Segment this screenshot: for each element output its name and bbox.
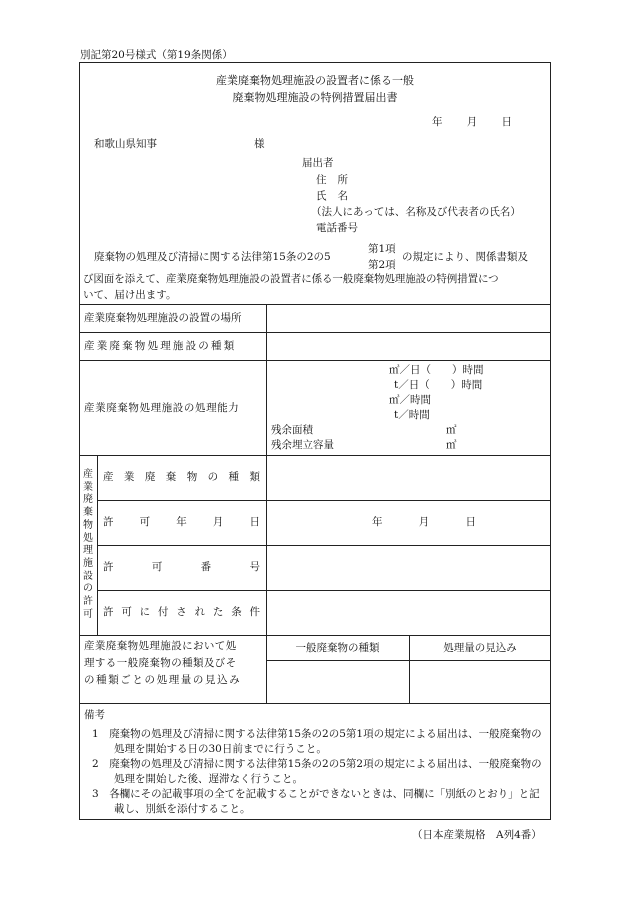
date-year: 年 <box>432 116 443 128</box>
general-waste-label-line3: の種類ごとの処理量の見込み <box>84 674 242 686</box>
row-label-waste-type: 産 業 廃 棄 物 の 種 類 <box>103 471 260 483</box>
column-header-processing-amount: 処理量の見込み <box>443 642 517 654</box>
row-label-permit-date: 許 可 年 月 日 <box>103 516 260 528</box>
remark-item: 2 廃棄物の処理及び清掃に関する法律第15条の2の5第2項の規定による届出は、一般廃棄物の処理を開始した後、遅滞なく行うこと。 <box>92 758 542 785</box>
remaining-volume-label: 残余埋立容量 <box>271 439 334 451</box>
applicant-heading: 届出者 <box>302 157 334 169</box>
general-waste-label-line2: 理する一般廃棄物の種類及びそ <box>84 657 237 669</box>
table-rule <box>79 455 551 456</box>
paper-size-note: （日本産業規格 A列4番） <box>412 829 542 841</box>
applicant-address-label: 住 所 <box>316 174 348 186</box>
remarks-list <box>92 727 544 817</box>
preamble-clause-2: 第2項 <box>368 259 396 271</box>
date-day: 日 <box>501 116 512 128</box>
form-title-line2: 廃棄物処理施設の特例措置届出書 <box>232 91 398 104</box>
preamble-clause-1: 第1項 <box>368 243 396 255</box>
form-title-line1: 産業廃棄物処理施設の設置者に係る一般 <box>216 74 414 87</box>
date-month: 月 <box>466 116 478 128</box>
preamble-line-2: び図面を添えて、産業廃棄物処理施設の設置者に係る一般廃棄物処理施設の特例措置につ <box>83 273 499 285</box>
remark-item: 3 各欄にその記載事項の全てを記載することができないときは、同欄に「別紙のとおり」と記載し、別紙を添付すること。 <box>92 788 540 815</box>
remaining-area-label: 残余面積 <box>271 424 313 436</box>
table-rule <box>97 590 551 591</box>
table-rule <box>79 332 551 333</box>
addressee-governor: 和歌山県知事 <box>94 138 157 150</box>
row-label-capacity: 産業廃棄物処理施設の処理能力 <box>84 402 240 414</box>
preamble-line-3: いて、届け出ます。 <box>83 289 177 301</box>
row-label-facility-type: 産業廃棄物処理施設の種類 <box>84 340 237 352</box>
table-rule <box>97 500 551 501</box>
table-rule <box>79 703 551 704</box>
remark-item: 1 廃棄物の処理及び清掃に関する法律第15条の2の5第1項の規定による届出は、一般廃棄物の処理を開始する日の30日前までに行うこと。 <box>92 728 542 755</box>
capacity-unit-t-per-day: t／日（ ）時間 <box>394 379 483 391</box>
form-number-label: 別記第20号様式（第19条関係） <box>80 49 233 61</box>
submission-date <box>432 117 512 128</box>
preamble-text-before: 廃棄物の処理及び清掃に関する法律第15条の2の5 <box>94 251 331 263</box>
capacity-unit-m3-per-hour: ㎥／時間 <box>389 394 431 406</box>
remaining-area-unit: ㎡ <box>446 424 457 436</box>
table-rule <box>79 360 551 361</box>
table-rule <box>79 635 551 636</box>
capacity-unit-m3-per-day: ㎥／日（ ）時間 <box>389 364 484 376</box>
row-label-location: 産業廃棄物処理施設の設置の場所 <box>84 312 242 324</box>
applicant-name-label: 氏 名 <box>316 190 348 202</box>
applicant-corporate-note: （法人にあっては、名称及び代表者の氏名） <box>311 206 521 218</box>
applicant-phone-label: 電話番号 <box>316 222 358 234</box>
addressee-honorific: 様 <box>254 138 265 150</box>
remaining-volume-unit: ㎥ <box>446 439 457 451</box>
table-rule <box>97 545 551 546</box>
permit-section-vertical-label: 産 業 廃 棄 物 処 理 施 設 の 許 可 <box>83 469 93 620</box>
general-waste-label-line1: 産業廃棄物処理施設において処 <box>84 640 237 652</box>
row-label-permit-number: 許 可 番 号 <box>103 561 260 573</box>
remarks-heading: 備考 <box>84 709 105 721</box>
preamble-text-after: の規定により、関係書類及 <box>402 251 528 263</box>
capacity-unit-t-per-hour: t／時間 <box>394 409 430 421</box>
table-rule <box>79 304 551 305</box>
row-label-permit-conditions: 許 可 に 付 さ れ た 条 件 <box>103 606 260 618</box>
table-column-rule <box>97 455 98 635</box>
column-header-general-waste-type: 一般廃棄物の種類 <box>295 642 380 654</box>
permit-date-value: 年 月 日 <box>372 516 476 528</box>
